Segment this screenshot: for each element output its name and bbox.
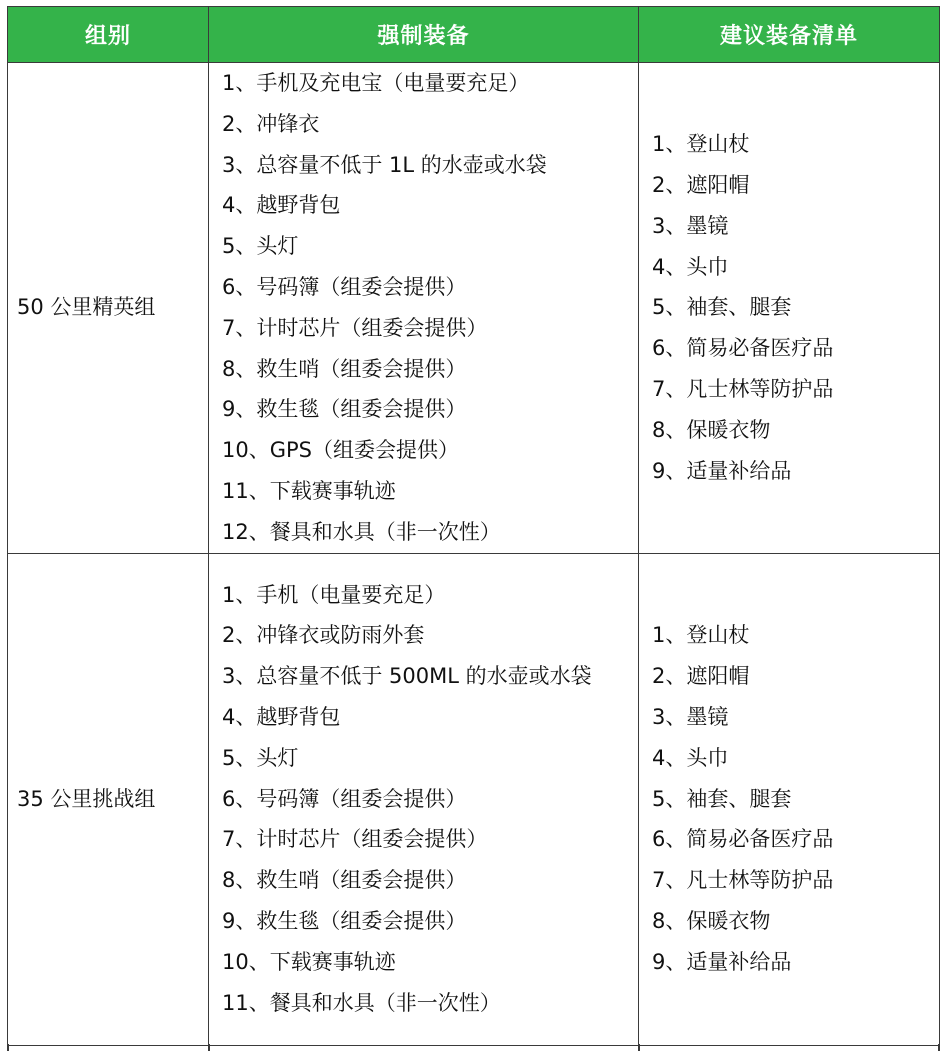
list-item: 6、简易必备医疗品 bbox=[652, 336, 834, 361]
list-item: 12、餐具和水具（非一次性） bbox=[222, 519, 501, 544]
group-cell: 50 公里精英组 bbox=[8, 63, 209, 554]
list-item: 9、救生毯（组委会提供） bbox=[222, 909, 467, 934]
list-item: 7、凡士林等防护品 bbox=[652, 868, 834, 893]
list-item: 10、下载赛事轨迹 bbox=[222, 949, 396, 974]
list-item: 2、冲锋衣或防雨外套 bbox=[222, 623, 425, 648]
list-item: 2、冲锋衣 bbox=[222, 111, 320, 136]
list-item: 5、头灯 bbox=[222, 234, 299, 259]
list-item: 1、手机及充电宝（电量要充足） bbox=[222, 71, 530, 95]
list-item: 7、计时芯片（组委会提供） bbox=[222, 315, 488, 340]
list-item: 4、越野背包 bbox=[222, 705, 341, 730]
required-list bbox=[209, 63, 639, 554]
list-item: 4、越野背包 bbox=[222, 193, 341, 218]
list-item: 11、下载赛事轨迹 bbox=[222, 478, 396, 503]
table-row-50km bbox=[8, 63, 940, 554]
list-item: 8、保暖衣物 bbox=[652, 909, 771, 934]
table-header-row bbox=[8, 7, 940, 63]
list-item: 2、遮阳帽 bbox=[652, 664, 750, 689]
list-item: 5、头灯 bbox=[222, 745, 299, 770]
list-item: 2、遮阳帽 bbox=[652, 172, 750, 197]
list-item: 9、适量补给品 bbox=[652, 949, 792, 974]
list-item: 3、总容量不低于 1L 的水壶或水袋 bbox=[222, 152, 547, 177]
group-cell: 35 公里挑战组 bbox=[8, 553, 209, 1045]
list-item: 1、登山杖 bbox=[652, 132, 750, 157]
list-item: 5、袖套、腿套 bbox=[652, 295, 792, 320]
list-item: 6、号码簿（组委会提供） bbox=[222, 786, 467, 811]
table-continuation-border bbox=[638, 1044, 640, 1051]
list-item: 10、GPS（组委会提供） bbox=[222, 438, 459, 463]
table-continuation-border bbox=[7, 1044, 9, 1051]
list-item: 8、救生哨（组委会提供） bbox=[222, 868, 467, 893]
table-continuation-border bbox=[938, 1044, 940, 1051]
list-item: 7、凡士林等防护品 bbox=[652, 376, 834, 401]
list-item: 3、墨镜 bbox=[652, 705, 729, 730]
list-item: 8、保暖衣物 bbox=[652, 417, 771, 442]
list-item: 6、简易必备医疗品 bbox=[652, 827, 834, 852]
equipment-table bbox=[7, 6, 940, 1046]
suggested-list bbox=[639, 63, 940, 554]
required-list bbox=[209, 553, 639, 1045]
header-suggested-equipment: 建议装备清单 bbox=[639, 7, 940, 63]
list-item: 1、手机（电量要充足） bbox=[222, 582, 446, 607]
header-required-equipment: 强制装备 bbox=[209, 7, 639, 63]
list-item: 4、头巾 bbox=[652, 254, 729, 279]
suggested-list bbox=[639, 553, 940, 1045]
list-item: 7、计时芯片（组委会提供） bbox=[222, 827, 488, 852]
list-item: 11、餐具和水具（非一次性） bbox=[222, 990, 501, 1015]
list-item: 1、登山杖 bbox=[652, 623, 750, 648]
table-continuation-border bbox=[208, 1044, 210, 1051]
header-group: 组别 bbox=[8, 7, 209, 63]
list-item: 3、墨镜 bbox=[652, 213, 729, 238]
list-item: 9、救生毯（组委会提供） bbox=[222, 397, 467, 422]
list-item: 4、头巾 bbox=[652, 745, 729, 770]
table-row-35km bbox=[8, 553, 940, 1045]
list-item: 9、适量补给品 bbox=[652, 458, 792, 483]
list-item: 8、救生哨（组委会提供） bbox=[222, 356, 467, 381]
list-item: 5、袖套、腿套 bbox=[652, 786, 792, 811]
list-item: 3、总容量不低于 500ML 的水壶或水袋 bbox=[222, 664, 592, 689]
list-item: 6、号码簿（组委会提供） bbox=[222, 274, 467, 299]
